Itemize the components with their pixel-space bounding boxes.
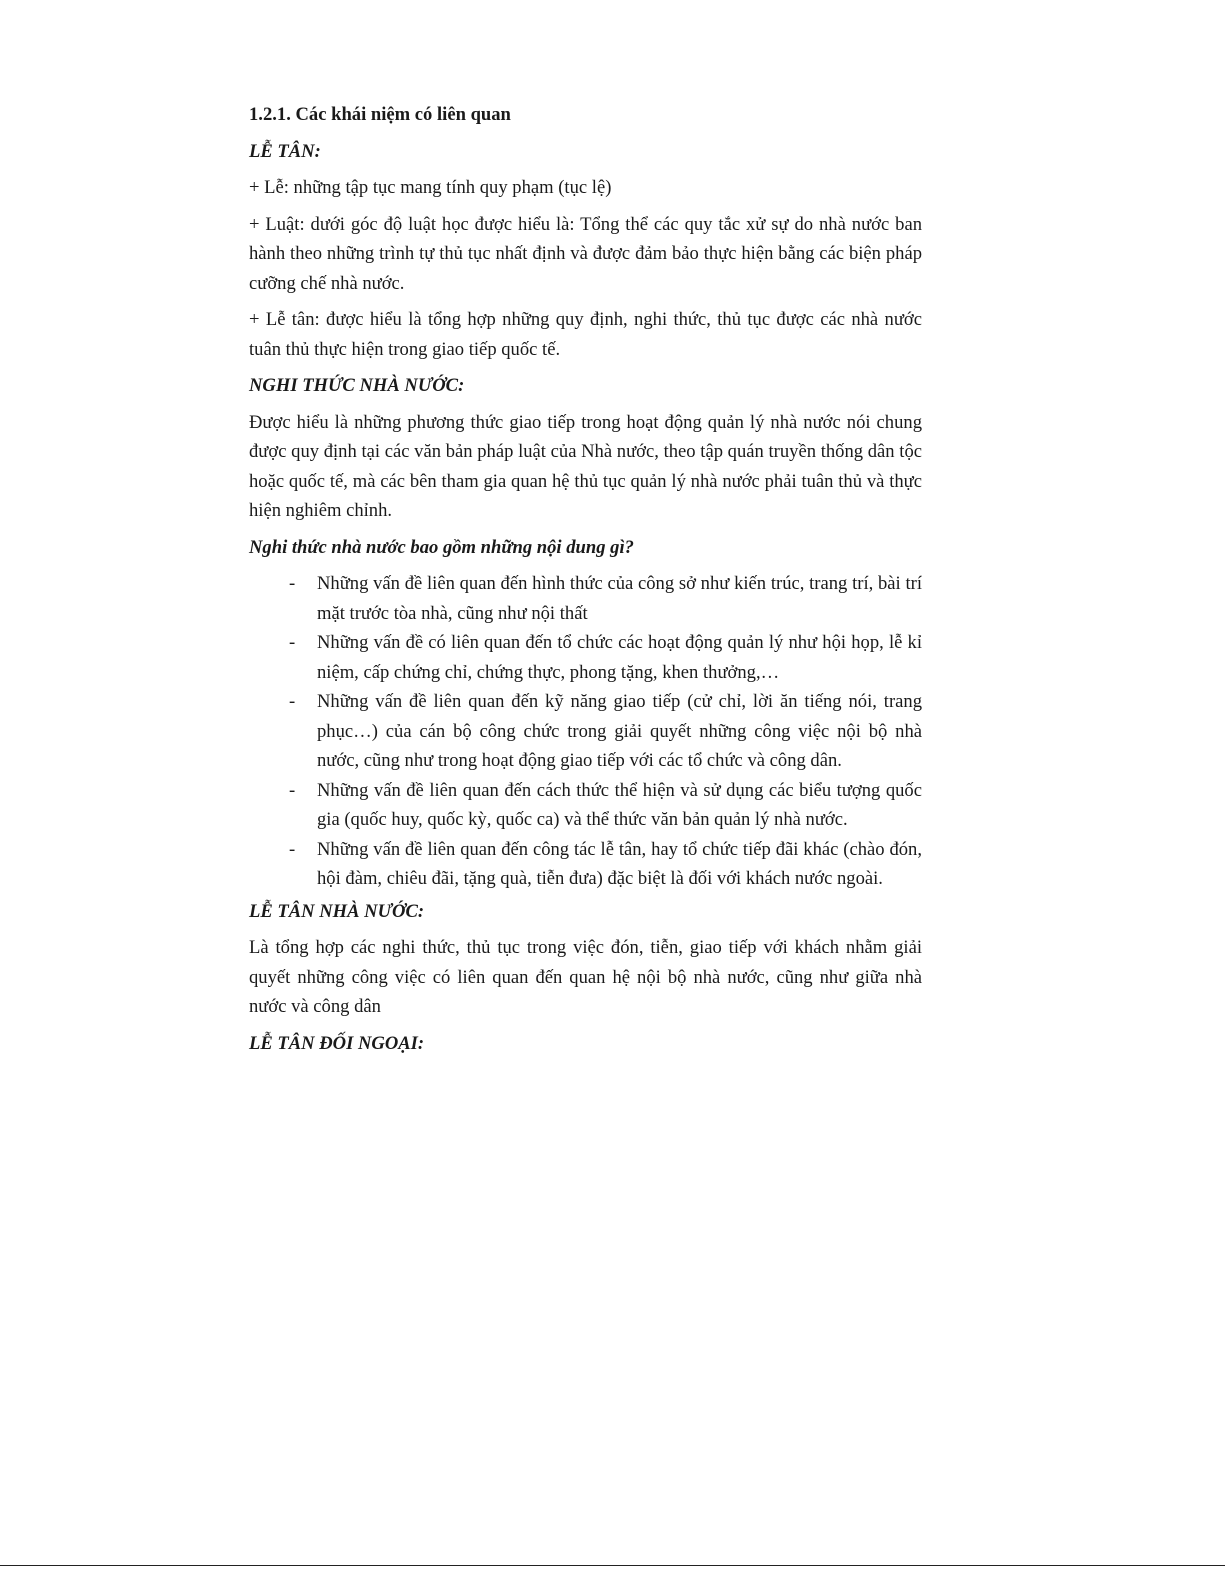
- document-page: [249, 100, 922, 1065]
- nghi-thuc-content-list: [249, 569, 922, 894]
- list-item: [249, 687, 922, 776]
- le-tan-nha-nuoc-definition: Là tổng hợp các nghi thức, thủ tục trong việc đón, tiễn, giao tiếp với khách nhằm giải quyết những công việc có liên quan đến quan hệ nội bộ nhà nước, cũng như giữa nhà nước và công dân: [249, 937, 922, 1017]
- section-heading: 1.2.1. Các khái niệm có liên quan: [249, 104, 511, 125]
- list-item: [249, 569, 922, 628]
- list-item-text: Những vấn đề có liên quan đến tổ chức các hoạt động quản lý như hội họp, lễ kỉ niệm, cấp chứng chỉ, chứng thực, phong tặng, khen thưởng,…: [317, 632, 922, 683]
- bullet-dash: -: [289, 573, 296, 594]
- list-item: [249, 835, 922, 894]
- bullet-dash: -: [289, 691, 296, 712]
- list-item-text: Những vấn đề liên quan đến kỹ năng giao tiếp (cử chỉ, lời ăn tiếng nói, trang phục…) của cán bộ công chức trong giải quyết những công việc nội bộ nhà nước, cũng như trong hoạt động giao tiếp với các tổ chức và công dân.: [317, 691, 922, 771]
- le-tan-doi-ngoai-heading: LỄ TÂN ĐỐI NGOẠI:: [249, 1032, 425, 1054]
- bullet-dash: -: [289, 838, 296, 860]
- le-tan-item-luat: + Luật: dưới góc độ luật học được hiểu là: Tổng thể các quy tắc xử sự do nhà nước ban hành theo những trình tự thủ tục nhất định và được đảm bảo thực hiện bằng các biện pháp cưỡng chế nhà nước.: [249, 213, 922, 294]
- page-bottom-divider: [0, 1565, 1225, 1566]
- le-tan-heading: LỄ TÂN:: [249, 140, 321, 162]
- le-tan-item-le-tan: + Lễ tân: được hiểu là tổng hợp những quy định, nghi thức, thủ tục được các nhà nước tuân thủ thực hiện trong giao tiếp quốc tế.: [249, 309, 922, 360]
- bullet-dash: -: [289, 632, 296, 653]
- nghi-thuc-definition: Được hiểu là những phương thức giao tiếp trong hoạt động quản lý nhà nước nói chung được quy định tại các văn bản pháp luật của Nhà nước, theo tập quán truyền thống dân tộc hoặc quốc tế, mà các bên tham gia quan hệ thủ tục quản lý nhà nước phải tuân thủ và thực hiện nghiêm chỉnh.: [249, 411, 922, 521]
- le-tan-nha-nuoc-heading: LỄ TÂN NHÀ NƯỚC:: [249, 900, 425, 922]
- list-item: [249, 628, 922, 687]
- list-item-text: Những vấn đề liên quan đến hình thức của công sở như kiến trúc, trang trí, bài trí mặt trước tòa nhà, cũng như nội thất: [317, 573, 922, 624]
- le-tan-item-le: + Lễ: những tập tục mang tính quy phạm (tục lệ): [249, 177, 612, 198]
- bullet-dash: -: [289, 779, 296, 801]
- nghi-thuc-heading: NGHI THỨC NHÀ NƯỚC:: [249, 375, 465, 396]
- question-heading: Nghi thức nhà nước bao gồm những nội dung gì?: [249, 536, 634, 558]
- list-item-text: Những vấn đề liên quan đến công tác lễ tân, hay tổ chức tiếp đãi khác (chào đón, hội đàm, chiêu đãi, tặng quà, tiễn đưa) đặc biệt là đối với khách nước ngoài.: [317, 838, 922, 889]
- list-item-text: Những vấn đề liên quan đến cách thức thể hiện và sử dụng các biểu tượng quốc gia (quốc huy, quốc kỳ, quốc ca) và thể thức văn bản quản lý nhà nước.: [317, 779, 922, 830]
- list-item: [249, 776, 922, 835]
